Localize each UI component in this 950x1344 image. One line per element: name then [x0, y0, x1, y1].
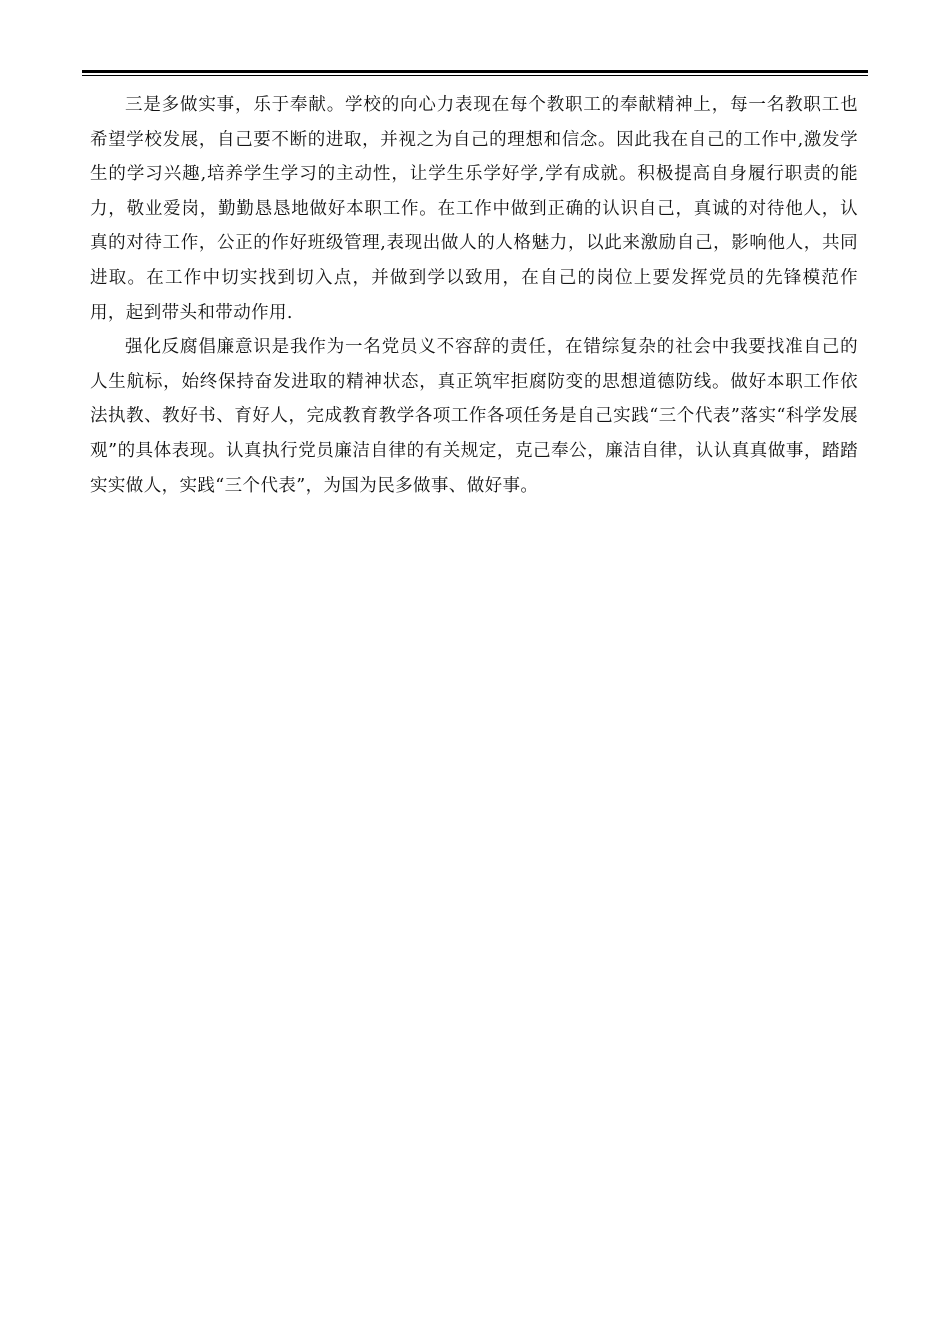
paragraph-anti-corruption: 强化反腐倡廉意识是我作为一名党员义不容辞的责任，在错综复杂的社会中我要找准自己的人生航标，始终保持奋发进取的精神状态，真正筑牢拒腐防变的思想道德防线。做好本职工作依法执教、教好书、育好人，完成教育教学各项工作各项任务是自己实践“三个代表”落实“科学发展观”的具体表现。认真执行党员廉洁自律的有关规定，克己奉公，廉洁自律，认认真真做事，踏踏实实做人，实践“三个代表”，为国为民多做事、做好事。: [90, 337, 858, 496]
header-rule-thin: [82, 75, 868, 76]
document-body: [90, 88, 858, 503]
header-double-rule: [82, 70, 868, 76]
paragraph-contribution: 三是多做实事，乐于奉献。学校的向心力表现在每个教职工的奉献精神上，每一名教职工也希望学校发展，自己要不断的进取，并视之为自己的理想和信念。因此我在自己的工作中,激发学生的学习兴趣,培养学生学习的主动性，让学生乐学好学,学有成就。积极提高自身履行职责的能力，敬业爱岗，勤勤恳恳地做好本职工作。在工作中做到正确的认识自己，真诚的对待他人，认真的对待工作，公正的作好班级管理,表现出做人的人格魅力，以此来激励自己，影响他人，共同进取。在工作中切实找到切入点，并做到学以致用，在自己的岗位上要发挥党员的先锋模范作用，起到带头和带动作用.: [90, 95, 858, 323]
